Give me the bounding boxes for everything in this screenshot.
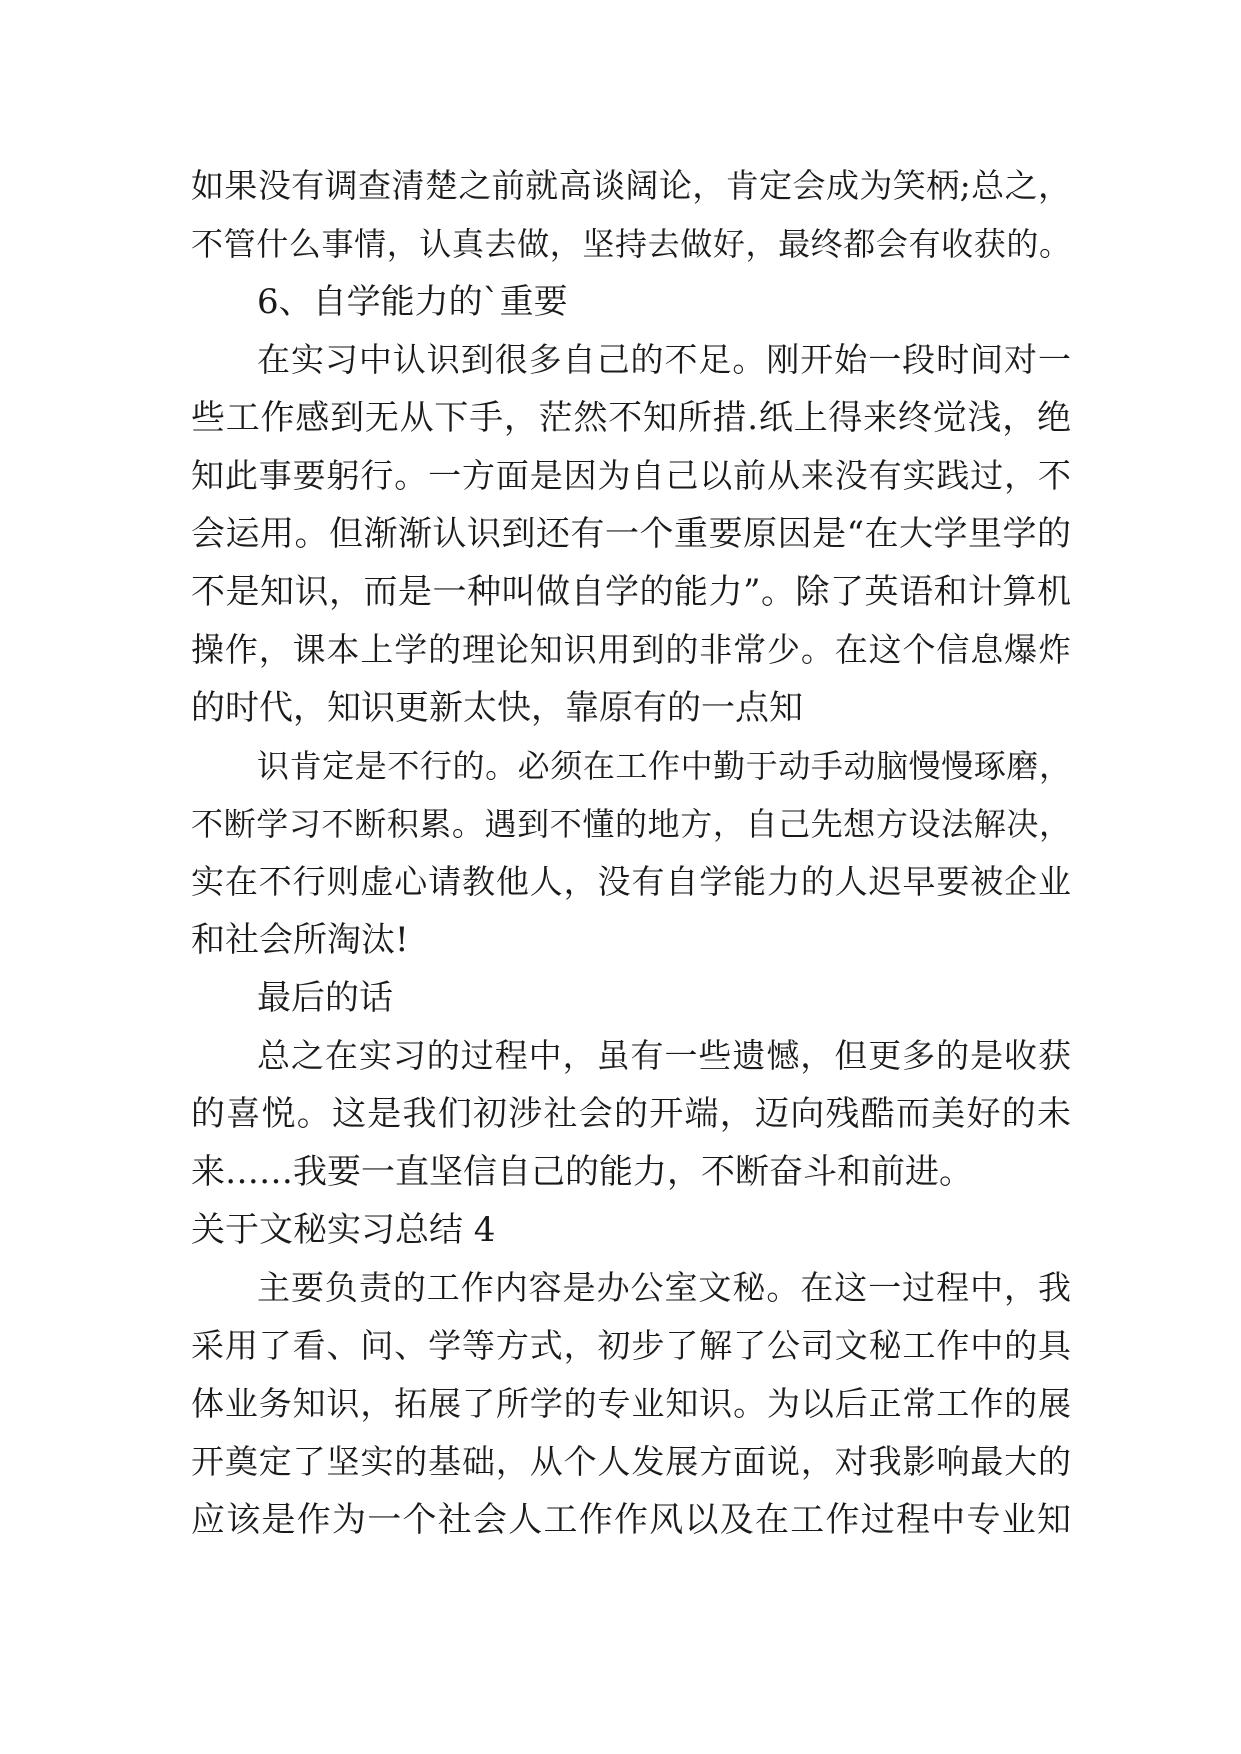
text-line: 开奠定了坚实的基础，从个人发展方面说，对我影响最大的 bbox=[191, 1442, 1071, 1481]
text-line: 的喜悦。这是我们初涉社会的开端，迈向残酷而美好的未 bbox=[191, 1094, 1071, 1134]
text-line: 实在不行则虚心请教他人，没有自学能力的人迟早要被企业 bbox=[191, 862, 1071, 901]
text-line: 和社会所淘汰! bbox=[191, 920, 409, 960]
text-line: 主要负责的工作内容是办公室文秘。在这一过程中，我 bbox=[257, 1268, 1071, 1307]
text-line: 如果没有调查清楚之前就高谈阔论，肯定会成为笑柄;总之， bbox=[191, 166, 1071, 205]
section-heading: 关于文秘实习总结 4 bbox=[191, 1210, 496, 1250]
text-line: 采用了看、问、学等方式，初步了解了公司文秘工作中的具 bbox=[191, 1326, 1071, 1365]
text-line: 操作，课本上学的理论知识用到的非常少。在这个信息爆炸 bbox=[191, 630, 1071, 669]
text-line: 些工作感到无从下手，茫然不知所措.纸上得来终觉浅，绝 bbox=[191, 398, 1071, 438]
text-line: 会运用。但渐渐认识到还有一个重要原因是“在大学里学的 bbox=[191, 514, 1071, 554]
text-line: 最后的话 bbox=[257, 978, 393, 1018]
text-line: 不断学习不断积累。遇到不懂的地方，自己先想方设法解决， bbox=[191, 805, 1071, 843]
text-line: 的时代，知识更新太快，靠原有的一点知 bbox=[191, 688, 803, 728]
text-line: 在实习中认识到很多自己的不足。刚开始一段时间对一 bbox=[257, 340, 1071, 379]
text-line: 知此事要躬行。一方面是因为自己以前从来没有实践过，不 bbox=[191, 456, 1071, 495]
text-line: 不管什么事情，认真去做，坚持去做好，最终都会有收获的。 bbox=[191, 225, 1071, 263]
text-line: 总之在实习的过程中，虽有一些遗憾，但更多的是收获 bbox=[257, 1036, 1071, 1075]
text-line: 体业务知识，拓展了所学的专业知识。为以后正常工作的展 bbox=[191, 1384, 1071, 1423]
text-line: 6、自学能力的`重要 bbox=[257, 282, 568, 322]
text-line: 来……我要一直坚信自己的能力，不断奋斗和前进。 bbox=[191, 1152, 973, 1192]
text-line: 应该是作为一个社会人工作作风以及在工作过程中专业知 bbox=[191, 1500, 1071, 1540]
text-line: 不是知识，而是一种叫做自学的能力”。除了英语和计算机 bbox=[191, 572, 1071, 612]
text-line: 识肯定是不行的。必须在工作中勤于动手动脑慢慢琢磨， bbox=[257, 747, 1071, 785]
